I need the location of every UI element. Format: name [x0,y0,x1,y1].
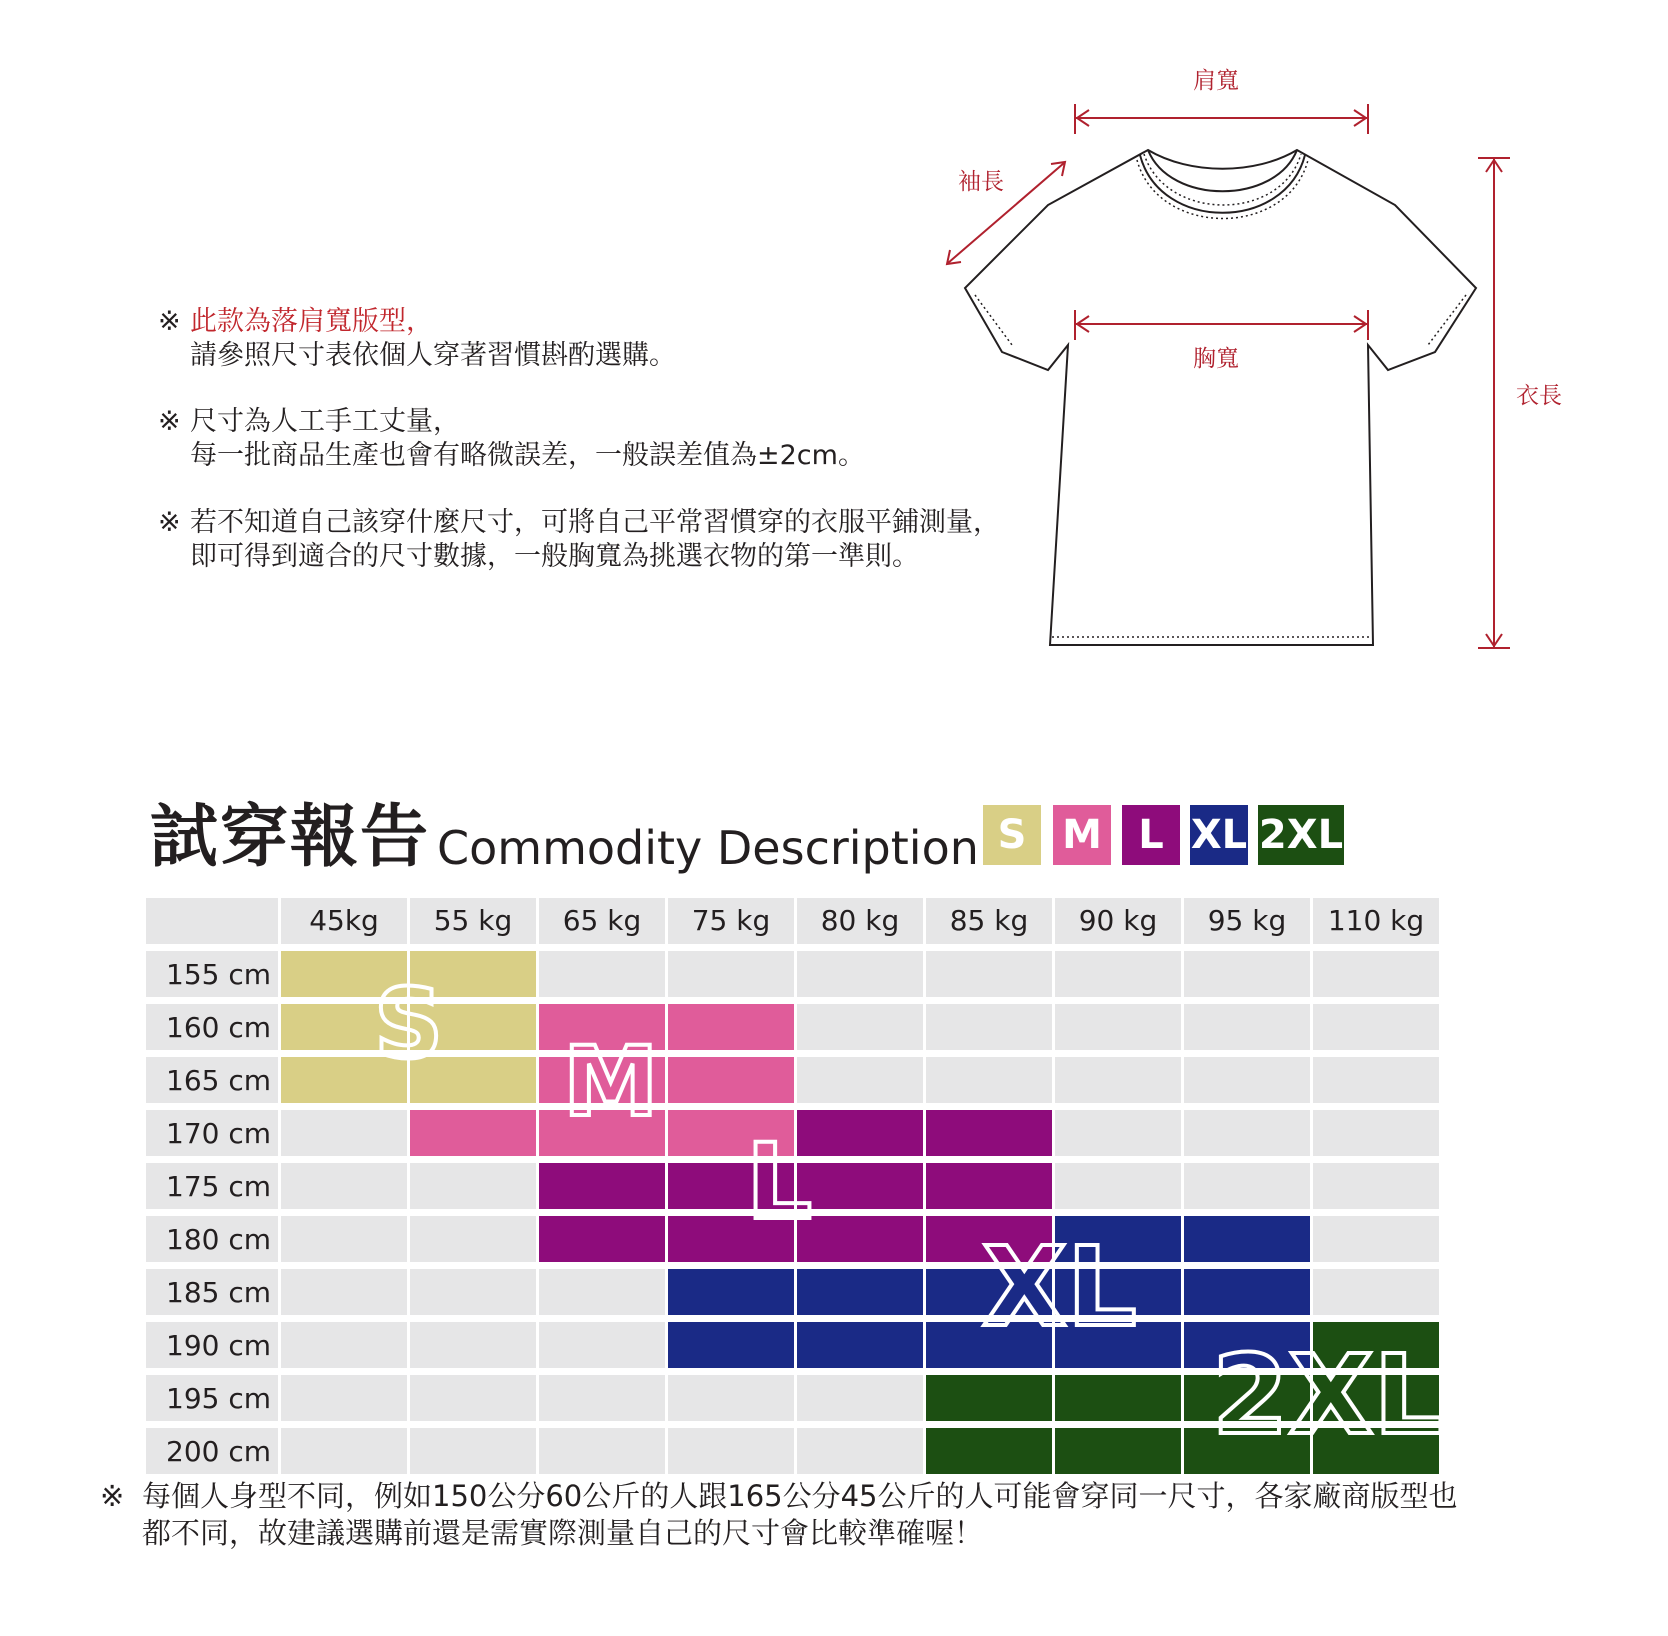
empty-cell [539,1322,665,1368]
weight-header: 45kg [281,898,407,944]
empty-cell [410,1163,536,1209]
weight-header: 75 kg [668,898,794,944]
size-cell-xl [1184,1216,1310,1262]
empty-cell [797,1375,923,1421]
size-overlay-xl: XL [982,1223,1137,1351]
empty-cell [1184,1163,1310,1209]
size-cell-l [926,1163,1052,1209]
size-badge-xl: XL [1190,805,1248,865]
shoulder-width-label: 肩寬 [1193,68,1239,94]
height-label: 190 cm [146,1322,278,1368]
size-overlay-s: S [374,968,444,1080]
empty-cell [410,1269,536,1315]
empty-cell [410,1428,536,1474]
empty-cell [797,1428,923,1474]
size-badge-2xl: 2XL [1258,805,1344,865]
empty-cell [1313,1057,1439,1103]
size-cell-m [668,1004,794,1050]
weight-header: 90 kg [1055,898,1181,944]
tshirt-outline [965,150,1476,645]
weight-header: 55 kg [410,898,536,944]
size-cell-l [797,1110,923,1156]
empty-cell [1055,1163,1181,1209]
report-title: 試穿報告 [150,798,431,877]
note-line: 即可得到適合的尺寸數據，一般胸寬為挑選衣物的第一準則。 [190,541,919,572]
empty-cell [1313,1004,1439,1050]
size-cell-m [410,1110,536,1156]
height-label: 175 cm [146,1163,278,1209]
note-line: 每一批商品生產也會有略微誤差，一般誤差值為±2cm。 [190,440,865,471]
chest-width-label: 胸寬 [1193,346,1239,372]
size-cell-l [539,1163,665,1209]
empty-cell [926,951,1052,997]
empty-cell [539,951,665,997]
note-line: 此款為落肩寬版型， [190,306,433,337]
empty-cell [1313,1110,1439,1156]
size-cell-l [926,1110,1052,1156]
size-cell-xl [668,1269,794,1315]
empty-cell [281,1110,407,1156]
size-badge-m: M [1053,805,1111,865]
weight-header: 95 kg [1184,898,1310,944]
note-line: 尺寸為人工手工丈量， [190,406,460,437]
empty-cell [281,1269,407,1315]
height-label: 155 cm [146,951,278,997]
empty-cell [410,1216,536,1262]
empty-cell [1184,1004,1310,1050]
height-label: 185 cm [146,1269,278,1315]
height-label: 195 cm [146,1375,278,1421]
sleeve-length-label: 袖長 [958,169,1004,195]
size-cell-l [797,1216,923,1262]
note-mark: ※ [158,306,181,337]
empty-cell [539,1375,665,1421]
size-cell-m [668,1057,794,1103]
footnote [100,1478,1520,1552]
empty-cell [668,951,794,997]
empty-cell [539,1428,665,1474]
empty-cell [1313,951,1439,997]
size-cell-2xl [926,1428,1052,1474]
footnote-line: 每個人身型不同，例如150公分60公斤的人跟165公分45公斤的人可能會穿同一尺寸，各家廠商版型也 [142,1479,1458,1513]
size-cell-xl [668,1322,794,1368]
size-cell-2xl [926,1375,1052,1421]
empty-cell [668,1375,794,1421]
empty-cell [1184,1110,1310,1156]
empty-cell [797,951,923,997]
empty-cell [281,1375,407,1421]
empty-cell [281,1322,407,1368]
empty-cell [281,1163,407,1209]
empty-cell [1055,1057,1181,1103]
note-mark: ※ [158,507,181,538]
grid-corner-cell [146,898,278,944]
empty-cell [539,1269,665,1315]
tshirt-diagram [0,0,1668,700]
size-cell-2xl [1055,1428,1181,1474]
empty-cell [797,1057,923,1103]
size-cell-xl [797,1322,923,1368]
size-cell-xl [797,1269,923,1315]
height-label: 165 cm [146,1057,278,1103]
weight-header: 65 kg [539,898,665,944]
size-cell-l [797,1163,923,1209]
empty-cell [410,1375,536,1421]
empty-cell [281,1428,407,1474]
empty-cell [281,1216,407,1262]
weight-header: 80 kg [797,898,923,944]
empty-cell [410,1322,536,1368]
height-label: 170 cm [146,1110,278,1156]
empty-cell [1184,951,1310,997]
size-overlay-l: L [746,1121,813,1243]
note-line: 請參照尺寸表依個人穿著習慣斟酌選購。 [190,340,676,371]
empty-cell [926,1004,1052,1050]
empty-cell [926,1057,1052,1103]
size-cell-2xl [1055,1375,1181,1421]
footnote-mark: ※ [100,1479,125,1513]
empty-cell [1055,1004,1181,1050]
note-line: 若不知道自己該穿什麼尺寸，可將自己平常習慣穿的衣服平鋪測量， [190,507,1000,538]
empty-cell [797,1004,923,1050]
size-badge-s: S [983,805,1041,865]
height-label: 160 cm [146,1004,278,1050]
empty-cell [1313,1163,1439,1209]
empty-cell [1313,1269,1439,1315]
size-cell-xl [1184,1269,1310,1315]
height-label: 180 cm [146,1216,278,1262]
size-overlay-m: M [563,1026,659,1138]
garment-length-label: 衣長 [1516,383,1562,409]
footnote-line: 都不同，故建議選購前還是需實際測量自己的尺寸會比較準確喔！ [142,1516,984,1550]
empty-cell [1055,1110,1181,1156]
size-cell-l [539,1216,665,1262]
size-badge-l: L [1122,805,1180,865]
weight-header: 110 kg [1313,898,1439,944]
empty-cell [1055,951,1181,997]
empty-cell [1313,1216,1439,1262]
note-mark: ※ [158,406,181,437]
empty-cell [668,1428,794,1474]
size-overlay-2xl: 2XL [1212,1331,1444,1459]
report-subtitle: Commodity Description [437,821,979,875]
weight-header: 85 kg [926,898,1052,944]
height-label: 200 cm [146,1428,278,1474]
empty-cell [1184,1057,1310,1103]
